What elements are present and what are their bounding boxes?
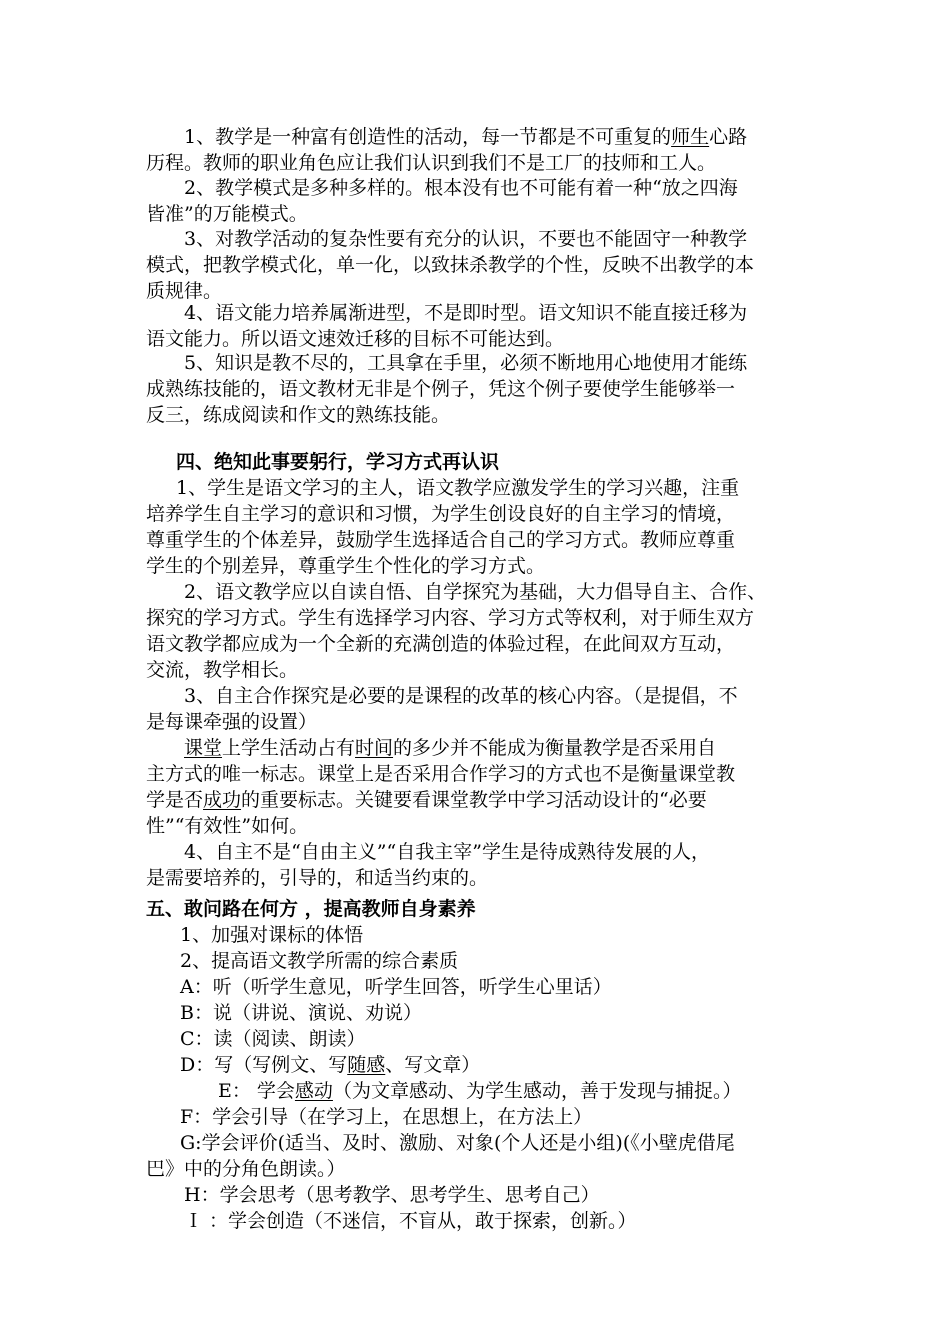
text-line: C：读（阅读、朗读）: [180, 1028, 366, 1050]
text-line: 培养学生自主学习的意识和习惯，为学生创设良好的自主学习的情境，: [146, 503, 736, 525]
text-line: 历程。教师的职业角色应让我们认识到我们不是工厂的技师和工人。: [146, 152, 717, 174]
underlined-text: 成功: [203, 789, 242, 811]
text-line: 成熟练技能的，语文教材无非是个例子，凭这个例子要使学生能够举一: [146, 378, 736, 400]
text-line: [146, 1052, 810, 1078]
text: 心路: [709, 126, 748, 148]
text: （为文章感动、为学生感动，善于发现与捕捉。）: [332, 1080, 742, 1102]
section3-item-1: [146, 124, 810, 176]
text-line: 交流，教学相长。: [146, 659, 299, 681]
text-line: 2、提高语文教学所需的综合素质: [180, 950, 459, 972]
section3-item-4: [146, 300, 810, 352]
text-line: 1、加强对课标的体悟: [180, 924, 364, 946]
text-line: Ｉ ：学会创造（不迷信，不盲从，敢于探索，创新。）: [184, 1210, 637, 1232]
text-line: 质规律。: [146, 280, 223, 302]
section-heading: 五、敢问路在何方 ，提高教师自身素养: [146, 898, 476, 920]
text-line: B：说（讲说、演说、劝说）: [180, 1002, 422, 1024]
text-line: 1、学生是语文学习的主人，语文教学应激发学生的学习兴趣，注重: [176, 477, 740, 499]
text: 的重要标志。关键要看课堂教学中学习活动设计的“必要: [241, 789, 707, 811]
text-line: 2、语文教学应以自读自悟、自学探究为基础，大力倡导自主、合作、: [184, 581, 767, 603]
text-line: 学生的个别差异，尊重学生个性化的学习方式。: [146, 555, 546, 577]
section4: [146, 449, 810, 891]
text-line: 探究的学习方式。学生有选择学习内容、学习方式等权利，对于师生双方: [146, 607, 755, 629]
text-line: G:学会评价(适当、及时、激励、对象(个人还是小组)(《小壁虎借尾: [180, 1132, 735, 1154]
text: 学是否: [146, 789, 204, 811]
text-line: [146, 1078, 810, 1104]
text: 1、教学是一种富有创造性的活动，每一节都是不可重复的: [184, 126, 672, 148]
section3-item-3: [146, 226, 810, 304]
underlined-text: 课堂: [184, 737, 223, 759]
text: 、写文章）: [385, 1054, 481, 1076]
text-line: [146, 787, 810, 813]
text-line: 尊重学生的个体差异，鼓励学生选择适合自己的学习方式。教师应尊重: [146, 529, 736, 551]
section3-item-2: [146, 175, 810, 227]
text-line: 模式，把教学模式化，单一化，以致抹杀教学的个性，反映不出教学的本: [146, 254, 755, 276]
underlined-text: 感动: [294, 1080, 333, 1102]
text-line: F：学会引导（在学习上，在思想上，在方法上）: [180, 1106, 593, 1128]
underlined-text: 随感: [347, 1054, 386, 1076]
text-line: 是需要培养的，引导的，和适当约束的。: [146, 867, 489, 889]
section3-item-5: [146, 350, 810, 428]
section5: [146, 896, 810, 1234]
text-line: [146, 735, 810, 761]
text-line: 语文教学都应成为一个全新的充满创造的体验过程，在此间双方互动，: [146, 633, 736, 655]
text: E： 学会: [218, 1080, 295, 1102]
text-line: H：学会思考（思考教学、思考学生、思考自己）: [184, 1184, 600, 1206]
text-line: 语文能力。所以语文速效迁移的目标不可能达到。: [146, 328, 565, 350]
text-line: 巴》中的分角色朗读。）: [146, 1158, 346, 1180]
text-line: A：听（听学生意见，听学生回答，听学生心里话）: [180, 976, 612, 998]
text: D：写（写例文、写: [180, 1054, 348, 1076]
text-line: 3、对教学活动的复杂性要有充分的认识，不要也不能固守一种教学: [184, 228, 748, 250]
text: 的多少并不能成为衡量教学是否采用自: [393, 737, 717, 759]
text-line: 5、知识是教不尽的，工具拿在手里，必须不断地用心地使用才能练: [184, 352, 748, 374]
text-line: 3、自主合作探究是必要的是课程的改革的核心内容。（是提倡，不: [184, 685, 738, 707]
text-line: 4、自主不是“自由主义”“自我主宰”学生是待成熟待发展的人，: [184, 841, 710, 863]
underlined-text: 师生: [671, 126, 710, 148]
text: 上学生活动占有: [222, 737, 356, 759]
text-line: 是每课牵强的设置）: [146, 711, 318, 733]
text-line: 主方式的唯一标志。课堂上是否采用合作学习的方式也不是衡量课堂教: [146, 763, 736, 785]
text-line: 性”“有效性”如何。: [146, 815, 309, 837]
section-heading: 四、绝知此事要躬行，学习方式再认识: [176, 451, 500, 473]
text-line: 4、语文能力培养属渐进型，不是即时型。语文知识不能直接迁移为: [184, 302, 748, 324]
text-line: 反三，练成阅读和作文的熟练技能。: [146, 404, 451, 426]
text-line: 皆准”的万能模式。: [146, 203, 308, 225]
text-line: 2、教学模式是多种多样的。根本没有也不可能有着一种“放之四海: [184, 177, 738, 199]
underlined-text: 时间: [355, 737, 394, 759]
